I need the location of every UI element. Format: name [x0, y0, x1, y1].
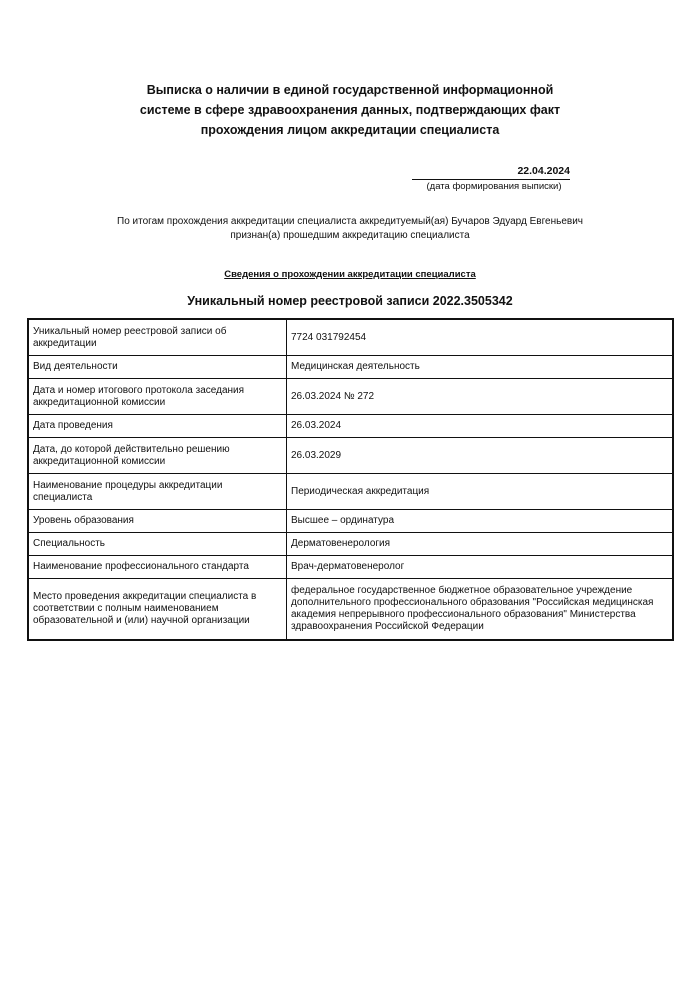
table-row [28, 319, 673, 356]
row-label: Дата и номер итогового протокола заседания аккредитационной комиссии [28, 379, 287, 415]
record-number: Уникальный номер реестровой записи 2022.3505342 [187, 294, 513, 308]
row-label: Место проведения аккредитации специалиста в соответствии с полным наименованием образовательной и (или) научной организации [28, 579, 287, 641]
row-value: Врач-дерматовенеролог [287, 556, 674, 579]
table-row [28, 356, 673, 379]
row-value: 26.03.2024 [287, 415, 674, 438]
row-label: Дата, до которой действительно решению аккредитационной комиссии [28, 438, 287, 474]
table-row [28, 415, 673, 438]
row-label: Вид деятельности [28, 356, 287, 379]
title-line: прохождения лицом аккредитации специалиста [200, 123, 500, 137]
row-value: Медицинская деятельность [287, 356, 674, 379]
intro-line: По итогам прохождения аккредитации специалиста аккредитуемый(ая) Бучаров Эдуард Евгеньевич [117, 216, 583, 227]
row-value: Периодическая аккредитация [287, 474, 674, 510]
extract-date: 22.04.2024 [412, 164, 570, 180]
section-heading: Сведения о прохождении аккредитации специалиста [224, 269, 476, 280]
row-value: 26.03.2024 № 272 [287, 379, 674, 415]
row-label: Уникальный номер реестровой записи об аккредитации [28, 319, 287, 356]
row-label: Дата проведения [28, 415, 287, 438]
title-line: Выписка о наличии в единой государственной информационной [146, 83, 554, 97]
table-row [28, 438, 673, 474]
row-label: Уровень образования [28, 510, 287, 533]
table-row [28, 379, 673, 415]
row-value: федеральное государственное бюджетное образовательное учреждение дополнительного профессионального образования "Российская медицинская академия непрерывного профессионального образования" Министерства здравоохранения Российской Федерации [287, 579, 674, 641]
table-row [28, 533, 673, 556]
intro-line: признан(а) прошедшим аккредитацию специалиста [230, 230, 470, 241]
document-title [100, 80, 600, 140]
row-value: 7724 031792454 [287, 319, 674, 356]
table-row [28, 510, 673, 533]
row-label: Наименование профессионального стандарта [28, 556, 287, 579]
row-value: Высшее – ординатура [287, 510, 674, 533]
title-line: системе в сфере здравоохранения данных, подтверждающих факт [139, 103, 561, 117]
row-label: Наименование процедуры аккредитации специалиста [28, 474, 287, 510]
intro-text [60, 215, 640, 243]
table-row [28, 474, 673, 510]
extract-date-block [412, 164, 570, 193]
extract-date-caption: (дата формирования выписки) [426, 181, 562, 192]
row-label: Специальность [28, 533, 287, 556]
accreditation-table [27, 318, 674, 641]
table-row [28, 556, 673, 579]
row-value: 26.03.2029 [287, 438, 674, 474]
table-row [28, 579, 673, 641]
row-value: Дерматовенерология [287, 533, 674, 556]
